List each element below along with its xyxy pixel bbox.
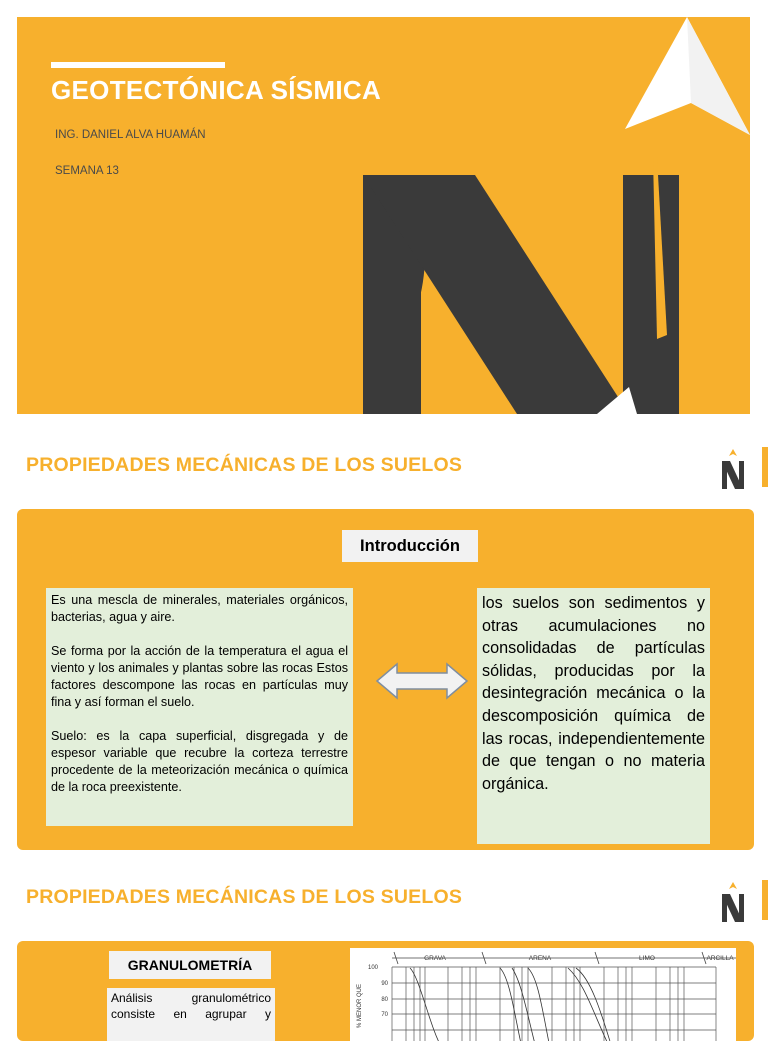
double-arrow-icon xyxy=(375,661,469,701)
intro-slide xyxy=(17,509,754,850)
granulometry-heading: GRANULOMETRÍA xyxy=(109,951,271,979)
zone-label: ARCILLA xyxy=(706,955,734,962)
section-title-2: PROPIEDADES MECÁNICAS DE LOS SUELOS xyxy=(26,886,463,908)
slide-title: GEOTECTÓNICA SÍSMICA xyxy=(51,75,382,105)
title-slide xyxy=(17,17,750,414)
intro-heading: Introducción xyxy=(342,530,478,562)
definition-paragraph: Es una mescla de minerales, materiales orgánicos, bacterias, agua y aire. xyxy=(51,593,348,624)
week-label: SEMANA 13 xyxy=(55,165,119,177)
brand-logo-icon xyxy=(716,880,750,926)
y-tick-label: 80 xyxy=(381,997,388,1003)
brand-logo-icon xyxy=(716,447,750,493)
author-name: ING. DANIEL ALVA HUAMÁN xyxy=(55,129,206,141)
chart-ylabel: % MENOR QUE xyxy=(357,983,363,1028)
section-title-1: PROPIEDADES MECÁNICAS DE LOS SUELOS xyxy=(26,454,463,476)
university-logo-icon xyxy=(357,17,750,414)
edge-accent-bar xyxy=(762,880,768,920)
y-tick-label: 70 xyxy=(381,1012,388,1018)
zone-label: ARENA xyxy=(528,955,552,962)
granulometry-slide xyxy=(17,941,754,1041)
title-accent-bar xyxy=(51,62,225,68)
soil-definition-box xyxy=(46,588,353,826)
definition-paragraph: Suelo: es la capa superficial, disgregada y de espesor variable que recubre la corteza terrestre procedente de la meteorización mecánica o química de la roca preexistente. xyxy=(51,729,348,794)
zone-label: LIMO xyxy=(639,955,655,962)
y-tick-label: 90 xyxy=(381,981,388,987)
soil-description-box: los suelos son sedimentos y otras acumulaciones no consolidadas de partículas sólidas, producidas por la desintegración mecánica o la descomposición química de las rocas, independientemente de que tengan o no materia orgánica. xyxy=(477,588,710,844)
y-tick-label: 100 xyxy=(367,965,378,971)
edge-accent-bar xyxy=(762,447,768,487)
definition-paragraph: Se forma por la acción de la temperatura el agua el viento y los animales y plantas sobre las rocas Estos factores descompone las rocas en partículas muy fina y así forman el suelo. xyxy=(51,644,348,709)
granulometry-chart xyxy=(350,948,736,1041)
granulometry-text: Análisis granulométrico consiste en agrupar y xyxy=(107,988,275,1041)
zone-label: GRAVA xyxy=(424,955,446,962)
